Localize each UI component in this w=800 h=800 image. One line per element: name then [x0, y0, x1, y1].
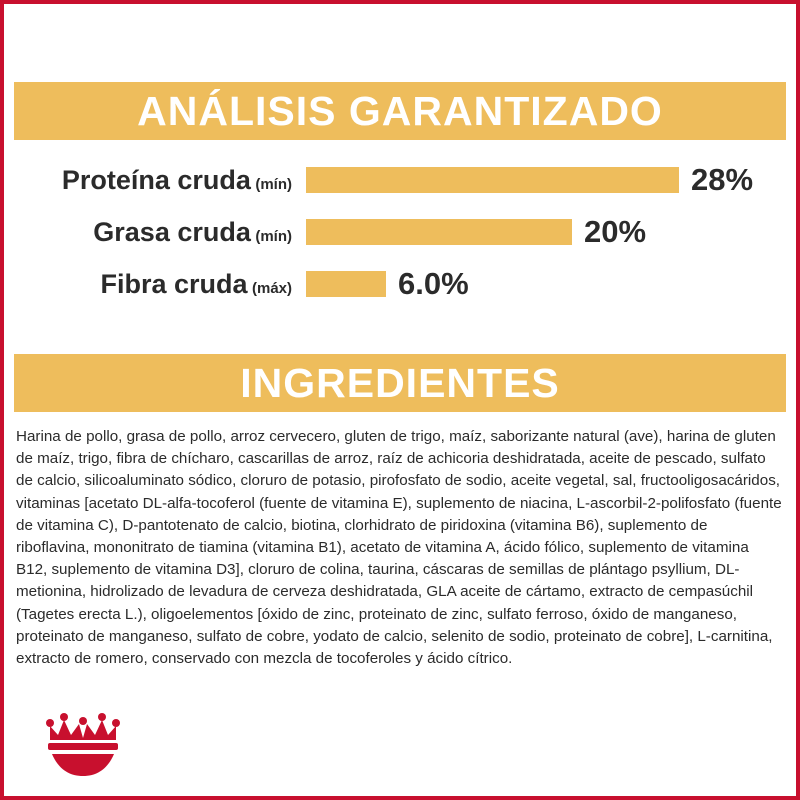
bar-fat [306, 219, 572, 245]
chart-row-barzone [306, 208, 786, 256]
bar-value-protein: 28% [691, 162, 754, 197]
nutrient-name: Fibra cruda [100, 269, 248, 299]
chart-row-barzone [306, 260, 786, 308]
section-title-ingredients: INGREDIENTES [14, 354, 786, 412]
section-title-guaranteed-analysis: ANÁLISIS GARANTIZADO [14, 82, 786, 140]
nutrient-name: Grasa cruda [93, 217, 251, 247]
nutrient-name: Proteína cruda [61, 165, 251, 195]
chart-row-label [14, 156, 292, 204]
nutrient-qualifier: (mín) [255, 228, 292, 245]
ingredients-body-text: Harina de pollo, grasa de pollo, arroz cervecero, gluten de trigo, maíz, saborizante natural (ave), harina de gluten de maíz, trigo, fibra de chícharo, cascarillas de arroz, raíz de achicoria deshidratada, aceite de pescado, sulfato de calcio, silicoaluminato sódico, cloruro de potasio, pirofosfato de sodio, aceite vegetal, sal, fructooligosacáridos, vitaminas [acetato DL-alfa-tocoferol (fuente de vitamina E), suplemento de niacina, L-ascorbil-2-polifosfato (fuente de vitamina C), D-pantotenato de calcio, biotina, clorhidrato de piridoxina (vitamina B6), suplemento de riboflavina, mononitrato de tiamina (vitamina B1), acetato de vitamina A, ácido fólico, suplemento de vitamina B12, suplemento de vitamina D3], cloruro de colina, taurina, cáscaras de semillas de plántago psyllium, DL-metionina, hidrolizado de levadura de cerveza deshidratada, GLA aceite de cártamo, extracto de cempasúchil (Tagetes erecta L.), oligoelementos [óxido de zinc, proteinato de zinc, sulfato ferroso, óxido de manganeso, proteinato de manganeso, sulfato de cobre, yodato de calcio, selenito de sodio, proteinato de cobre], L-carnitina, extracto de romero, conservado con mezcla de tocoferoles y ácido cítrico. [16, 428, 782, 668]
bar-fiber [306, 271, 386, 297]
nutrient-qualifier: (mín) [255, 176, 292, 193]
bar-protein [306, 167, 679, 193]
guaranteed-analysis-chart [14, 156, 786, 326]
footer [14, 700, 786, 786]
chart-row [14, 260, 786, 308]
chart-row-label [14, 260, 292, 308]
chart-row-label [14, 208, 292, 256]
chart-row-barzone [306, 156, 786, 204]
page-content [14, 14, 786, 786]
bar-value-fat: 20% [584, 214, 647, 249]
bar-value-fiber: 6.0% [398, 266, 469, 301]
chart-row [14, 208, 786, 256]
chart-row [14, 156, 786, 204]
royal-canin-crown-logo [42, 710, 124, 780]
nutrient-qualifier: (máx) [251, 280, 292, 297]
